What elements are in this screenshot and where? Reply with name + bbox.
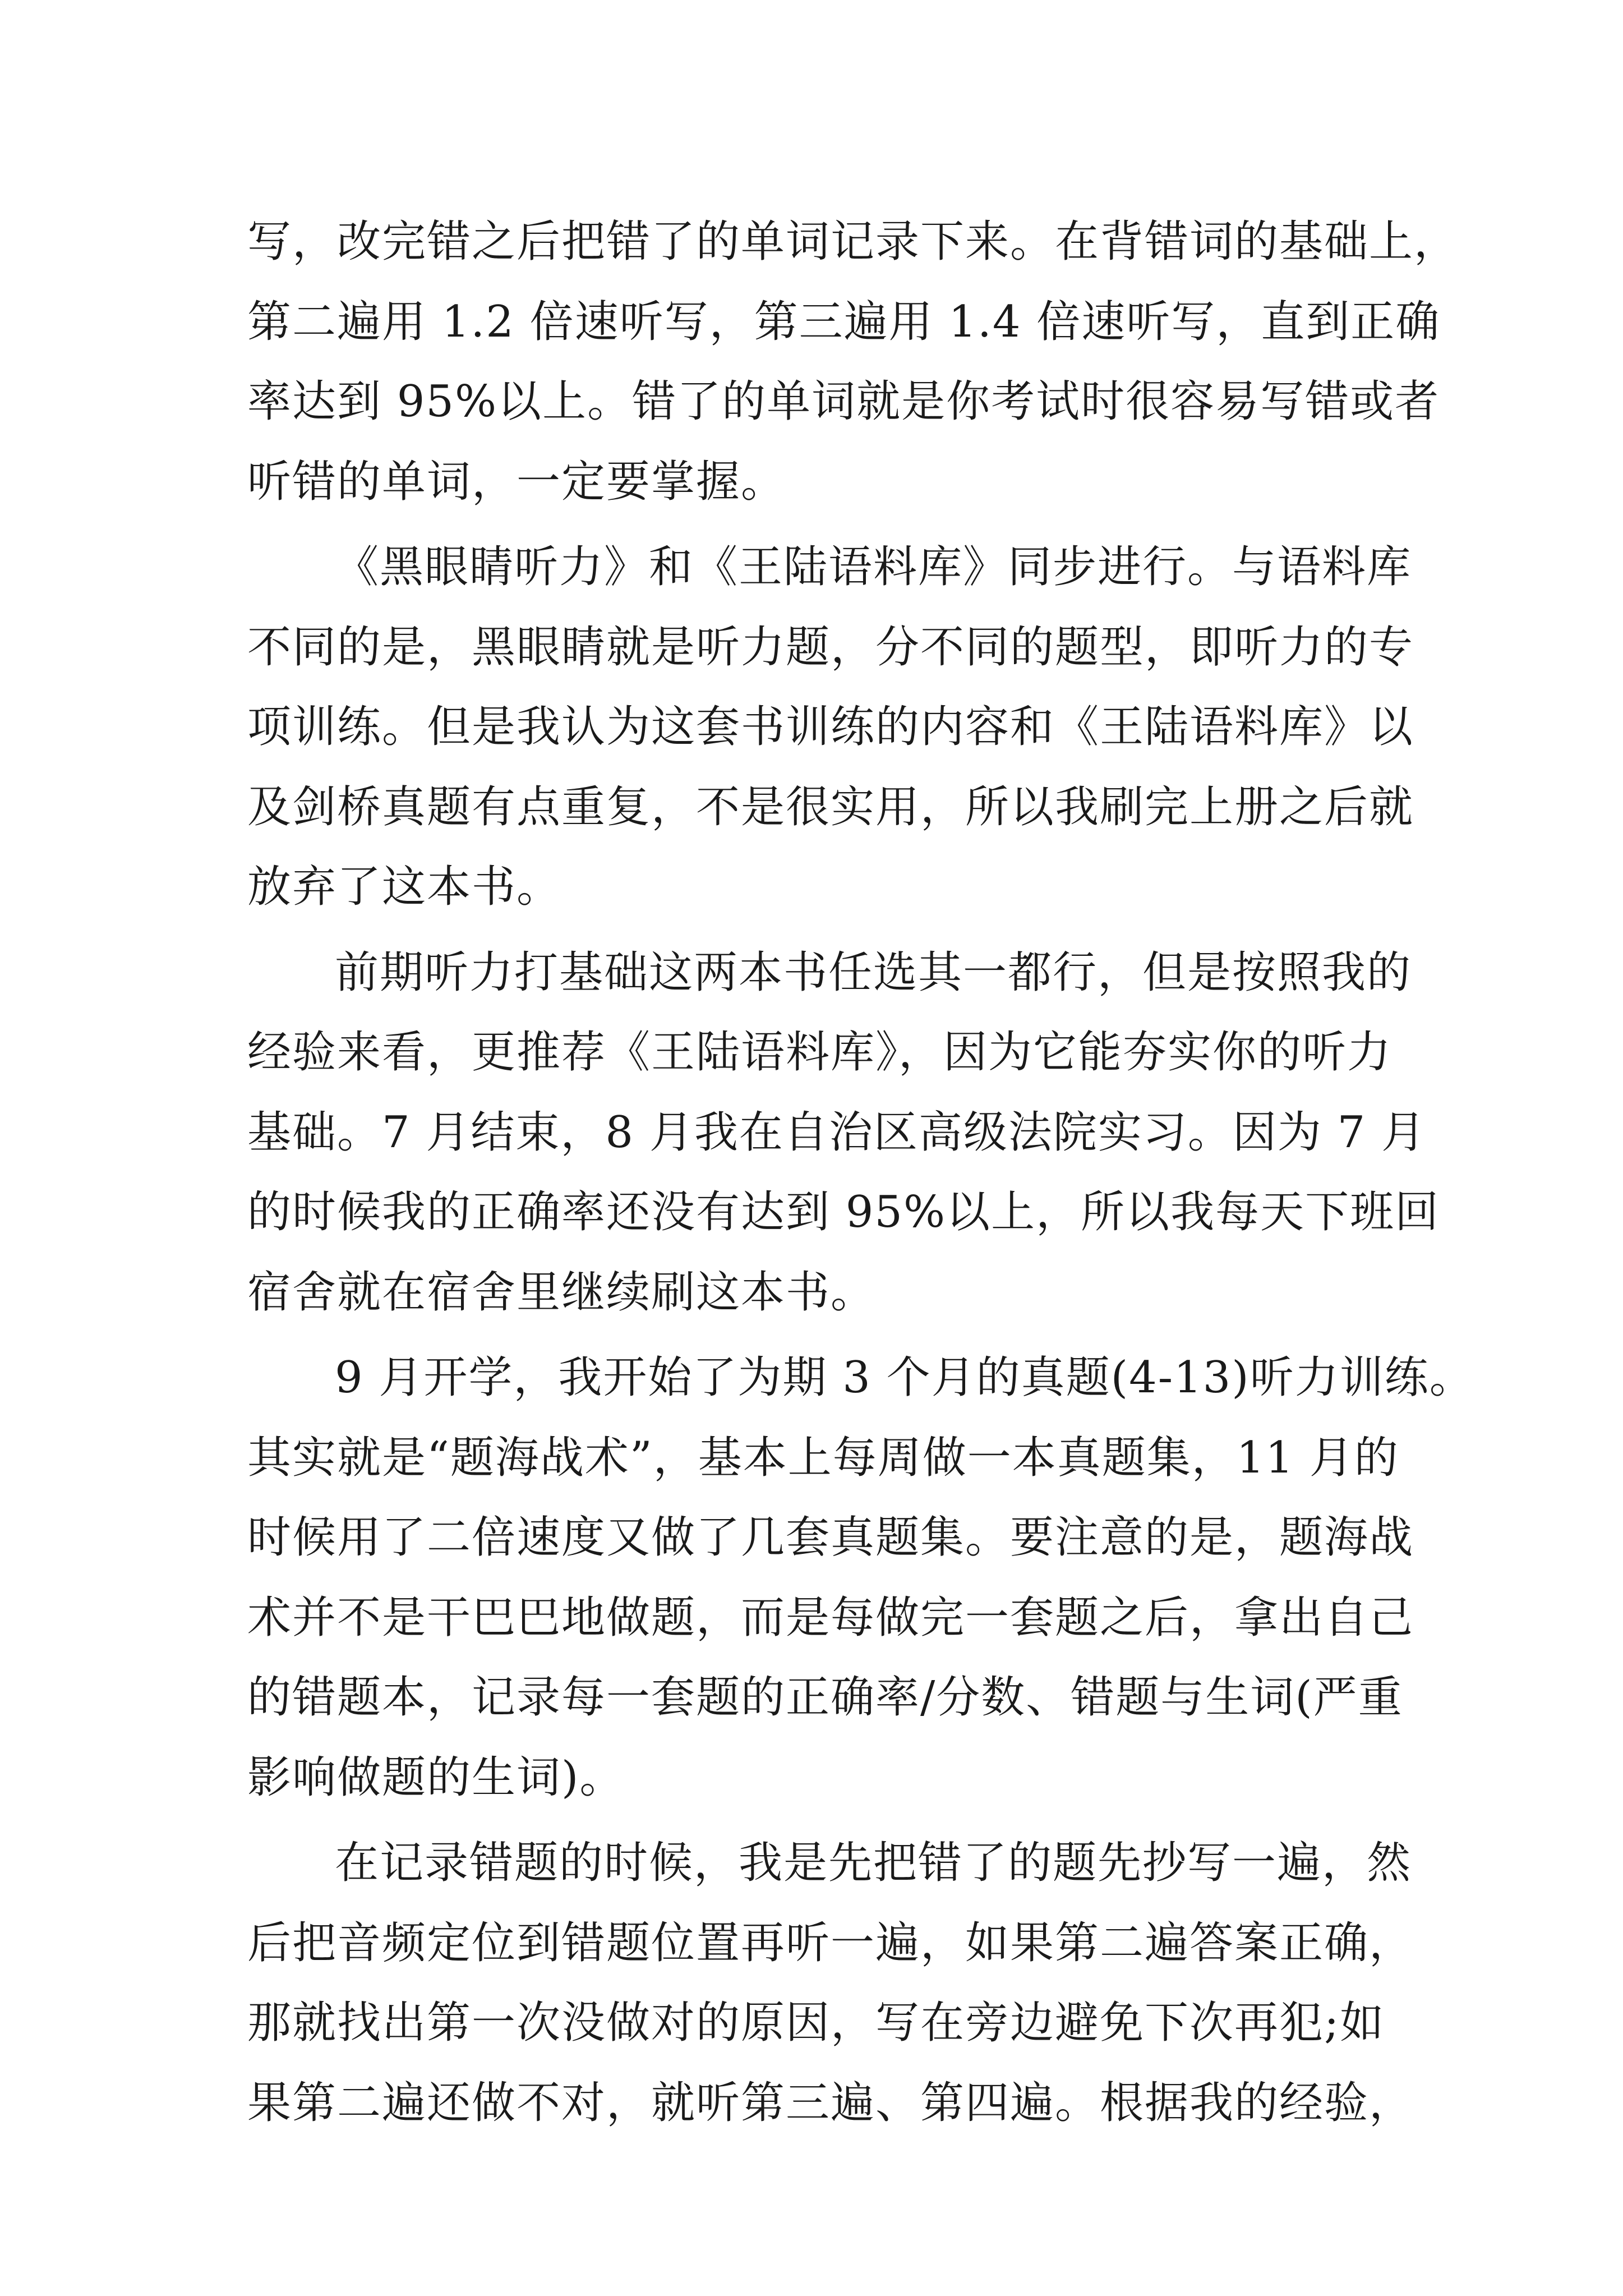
text-line: 其实就是“题海战术”，基本上每周做一本真题集，11 月的 [247, 1432, 1399, 1483]
paragraph-spacer [247, 1818, 1391, 1823]
text-line: 果第二遍还做不对，就听第三遍、第四遍。根据我的经验， [247, 2077, 1414, 2128]
paragraph-4 [247, 1338, 1474, 1818]
text-line: 宿舍就在宿舍里继续刷这本书。 [247, 1267, 876, 1318]
paragraph-2 [247, 527, 1414, 927]
text-line: 不同的是，黑眼睛就是听力题，分不同的题型，即听力的专 [247, 622, 1414, 673]
text-line: 写，改完错之后把错了的单词记录下来。在背错词的基础上， [247, 217, 1459, 267]
paragraph-spacer [247, 1332, 1391, 1338]
text-line: 基础。7 月结束，8 月我在自治区高级法院实习。因为 7 月 [247, 1107, 1427, 1158]
document-body [247, 202, 1474, 2143]
text-line: 术并不是干巴巴地做题，而是每做完一套题之后，拿出自己 [247, 1592, 1414, 1643]
text-line: 第二遍用 1.2 倍速听写，第三遍用 1.4 倍速听写，直到正确 [247, 296, 1441, 347]
text-line: 前期听力打基础这两本书任选其一都行，但是按照我的 [335, 947, 1412, 998]
text-line: 后把音频定位到错题位置再听一遍，如果第二遍答案正确， [247, 1917, 1414, 1968]
text-line: 的错题本，记录每一套题的正确率/分数、错题与生词(严重 [247, 1672, 1403, 1723]
paragraph-5 [247, 1823, 1414, 2143]
paragraph-3 [247, 933, 1440, 1333]
paragraph-spacer [247, 522, 1391, 527]
text-line: 听错的单词，一定要掌握。 [247, 456, 786, 507]
paragraph-1 [247, 202, 1459, 522]
text-line: 《黑眼睛听力》和《王陆语料库》同步进行。与语料库 [335, 542, 1412, 592]
text-line: 那就找出第一次没做对的原因，写在旁边避免下次再犯;如 [247, 1998, 1385, 2048]
text-line: 在记录错题的时候，我是先把错了的题先抄写一遍，然 [335, 1838, 1412, 1888]
text-line: 项训练。但是我认为这套书训练的内容和《王陆语料库》以 [247, 702, 1414, 752]
text-line: 及剑桥真题有点重复，不是很实用，所以我刷完上册之后就 [247, 781, 1414, 832]
text-line: 的时候我的正确率还没有达到 95%以上，所以我每天下班回 [247, 1187, 1440, 1237]
text-line: 放弃了这本书。 [247, 862, 562, 912]
text-line: 时候用了二倍速度又做了几套真题集。要注意的是，题海战 [247, 1512, 1414, 1563]
text-line: 经验来看，更推荐《王陆语料库》，因为它能夯实你的听力 [247, 1027, 1393, 1078]
text-line: 率达到 95%以上。错了的单词就是你考试时很容易写错或者 [247, 376, 1440, 427]
text-line: 9 月开学，我开始了为期 3 个月的真题(4-13)听力训练。 [335, 1352, 1474, 1403]
text-line: 影响做题的生词)。 [247, 1752, 625, 1803]
paragraph-spacer [247, 927, 1391, 933]
